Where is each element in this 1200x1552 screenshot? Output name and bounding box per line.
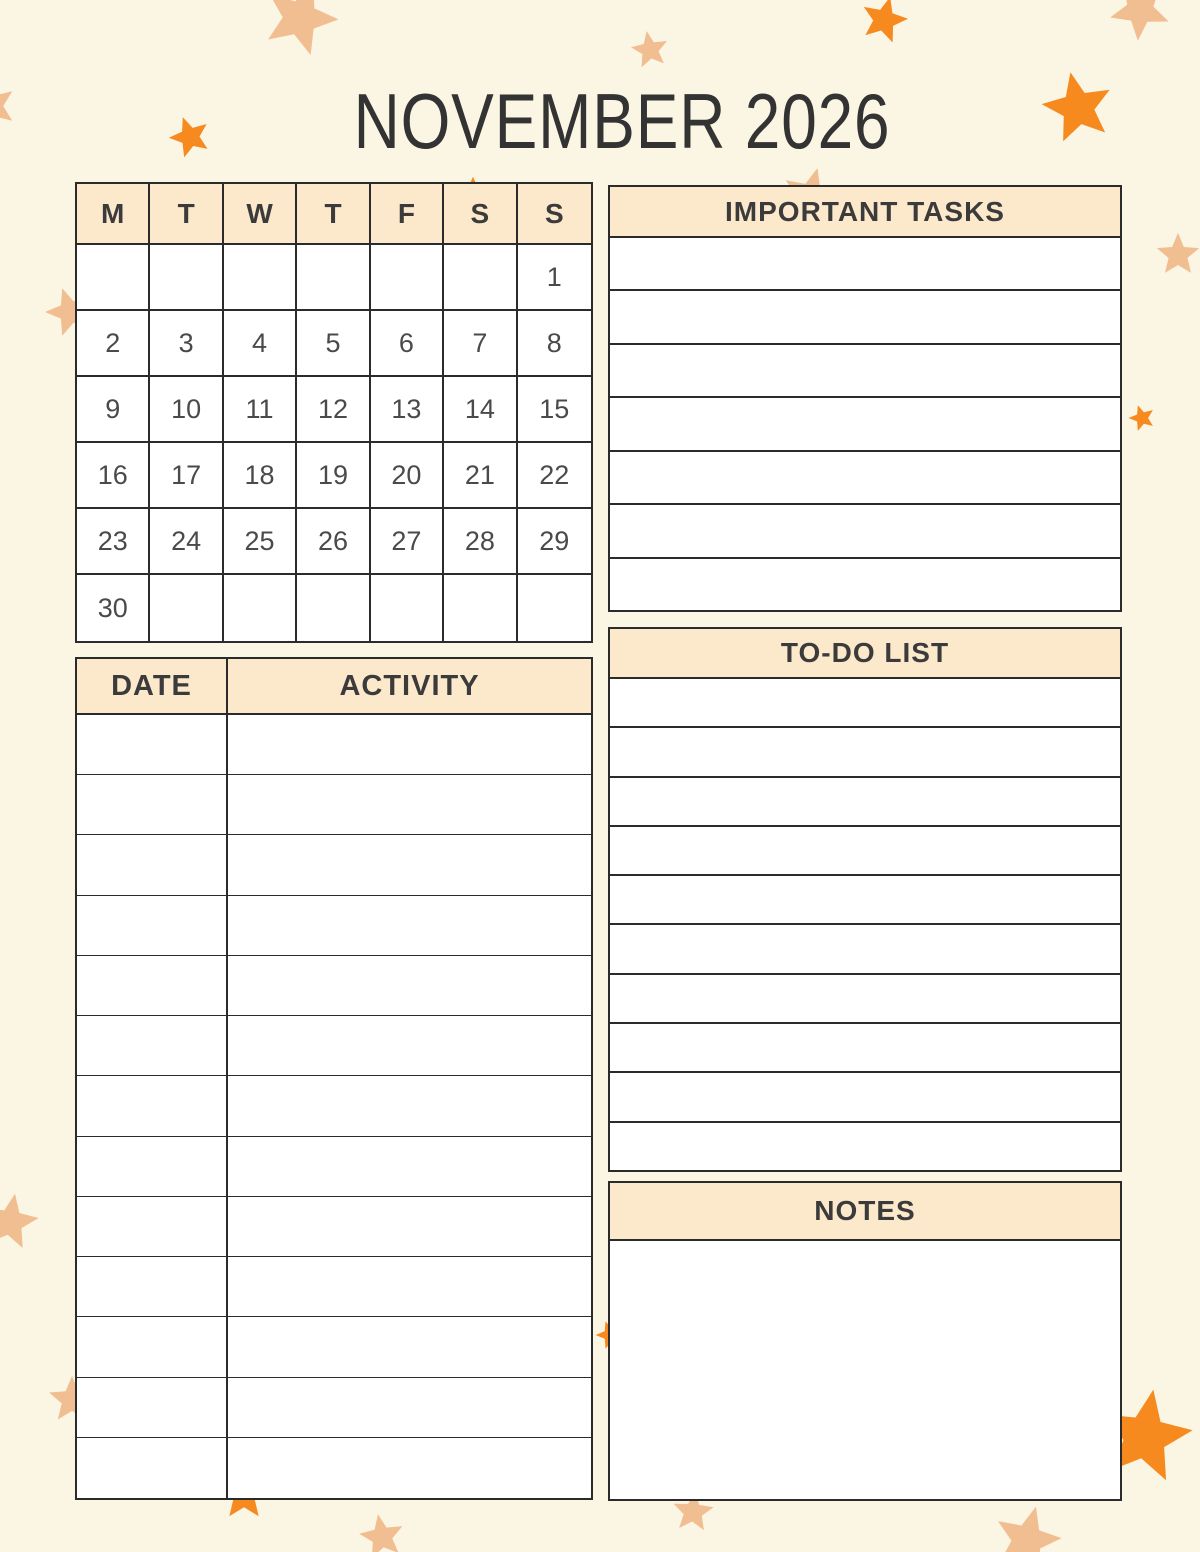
date-cell	[77, 1438, 228, 1498]
calendar-day-header: M	[77, 184, 150, 245]
date-cell	[77, 1137, 228, 1197]
date-cell	[77, 835, 228, 895]
calendar-cell: 18	[224, 443, 297, 509]
date-cell	[77, 1378, 228, 1438]
calendar-cell	[371, 575, 444, 641]
important-task-row	[610, 345, 1120, 398]
activity-cell	[228, 715, 591, 775]
activity-cell	[228, 1257, 591, 1317]
star-icon	[627, 27, 673, 73]
activity-cell	[228, 1197, 591, 1257]
calendar-cell: 6	[371, 311, 444, 377]
page-title: NOVEMBER 2026	[353, 77, 891, 165]
calendar-cell: 14	[444, 377, 517, 443]
calendar-cell	[444, 245, 517, 311]
todo-row	[610, 975, 1120, 1024]
calendar-cell: 28	[444, 509, 517, 575]
todo-row	[610, 925, 1120, 974]
date-cell	[77, 956, 228, 1016]
important-task-row	[610, 559, 1120, 610]
activity-cell	[228, 1438, 591, 1498]
date-cell	[77, 715, 228, 775]
todo-row	[610, 827, 1120, 876]
calendar-cell: 4	[224, 311, 297, 377]
calendar-cell: 27	[371, 509, 444, 575]
calendar-cell: 11	[224, 377, 297, 443]
calendar-cell: 12	[297, 377, 370, 443]
calendar-cell: 29	[518, 509, 591, 575]
important-task-row	[610, 505, 1120, 558]
date-cell	[77, 1257, 228, 1317]
star-icon	[1095, 0, 1185, 55]
date-column-header: DATE	[77, 659, 228, 715]
calendar-cell	[444, 575, 517, 641]
calendar-cell: 17	[150, 443, 223, 509]
activity-column-header: ACTIVITY	[228, 659, 591, 715]
calendar-cell: 9	[77, 377, 150, 443]
calendar-day-header: S	[444, 184, 517, 245]
star-icon	[249, 0, 352, 69]
calendar-cell	[150, 245, 223, 311]
calendar-cell: 13	[371, 377, 444, 443]
todo-list-rows	[610, 679, 1120, 1170]
date-cell	[77, 775, 228, 835]
star-icon	[0, 1187, 45, 1257]
important-task-row	[610, 398, 1120, 451]
important-task-row	[610, 238, 1120, 291]
notes-header: NOTES	[610, 1183, 1120, 1241]
calendar-day-header: T	[297, 184, 370, 245]
important-task-row	[610, 291, 1120, 344]
todo-row	[610, 876, 1120, 925]
star-icon	[853, 0, 914, 51]
todo-row	[610, 1123, 1120, 1170]
calendar-cell: 15	[518, 377, 591, 443]
activity-cell	[228, 835, 591, 895]
calendar-day-header: W	[224, 184, 297, 245]
activity-cell	[228, 775, 591, 835]
calendar-cell: 5	[297, 311, 370, 377]
calendar-cell	[224, 575, 297, 641]
calendar-cell	[297, 575, 370, 641]
todo-row	[610, 1024, 1120, 1073]
calendar-day-header: F	[371, 184, 444, 245]
calendar-cell	[371, 245, 444, 311]
calendar-cell: 30	[77, 575, 150, 641]
calendar-cell: 19	[297, 443, 370, 509]
calendar-cell: 3	[150, 311, 223, 377]
date-cell	[77, 1076, 228, 1136]
important-task-row	[610, 452, 1120, 505]
calendar-grid	[75, 182, 593, 643]
notes-body	[610, 1241, 1120, 1499]
calendar-cell: 10	[150, 377, 223, 443]
star-icon	[0, 73, 25, 139]
todo-list-section	[608, 627, 1122, 1172]
activity-cell	[228, 1016, 591, 1076]
activity-table	[75, 657, 593, 1500]
todo-row	[610, 778, 1120, 827]
star-icon	[1155, 232, 1200, 278]
calendar-cell: 23	[77, 509, 150, 575]
calendar-cell: 16	[77, 443, 150, 509]
calendar-day-header: S	[518, 184, 591, 245]
notes-section	[608, 1181, 1122, 1501]
todo-row	[610, 1073, 1120, 1122]
calendar-cell: 2	[77, 311, 150, 377]
calendar-cell	[297, 245, 370, 311]
calendar-cell	[77, 245, 150, 311]
calendar-day-header: T	[150, 184, 223, 245]
important-tasks-rows	[610, 238, 1120, 610]
calendar-cell: 26	[297, 509, 370, 575]
calendar-cell	[224, 245, 297, 311]
important-tasks-section	[608, 185, 1122, 612]
calendar-cell: 20	[371, 443, 444, 509]
activity-cell	[228, 1076, 591, 1136]
todo-row	[610, 728, 1120, 777]
calendar-cell: 7	[444, 311, 517, 377]
calendar-cell	[518, 575, 591, 641]
calendar-cell: 21	[444, 443, 517, 509]
calendar-cell	[150, 575, 223, 641]
date-cell	[77, 1197, 228, 1257]
calendar-cell: 1	[518, 245, 591, 311]
date-cell	[77, 1016, 228, 1076]
activity-cell	[228, 896, 591, 956]
star-icon	[983, 1496, 1071, 1552]
activity-cell	[228, 1378, 591, 1438]
calendar-cell: 22	[518, 443, 591, 509]
star-icon	[354, 1509, 410, 1552]
calendar-cell: 8	[518, 311, 591, 377]
activity-cell	[228, 1137, 591, 1197]
calendar-cell: 25	[224, 509, 297, 575]
activity-cell	[228, 956, 591, 1016]
todo-row	[610, 679, 1120, 728]
date-cell	[77, 1317, 228, 1377]
calendar-cell: 24	[150, 509, 223, 575]
important-tasks-header: IMPORTANT TASKS	[610, 187, 1120, 238]
todo-list-header: TO-DO LIST	[610, 629, 1120, 679]
star-icon	[1124, 400, 1159, 435]
date-cell	[77, 896, 228, 956]
activity-cell	[228, 1317, 591, 1377]
